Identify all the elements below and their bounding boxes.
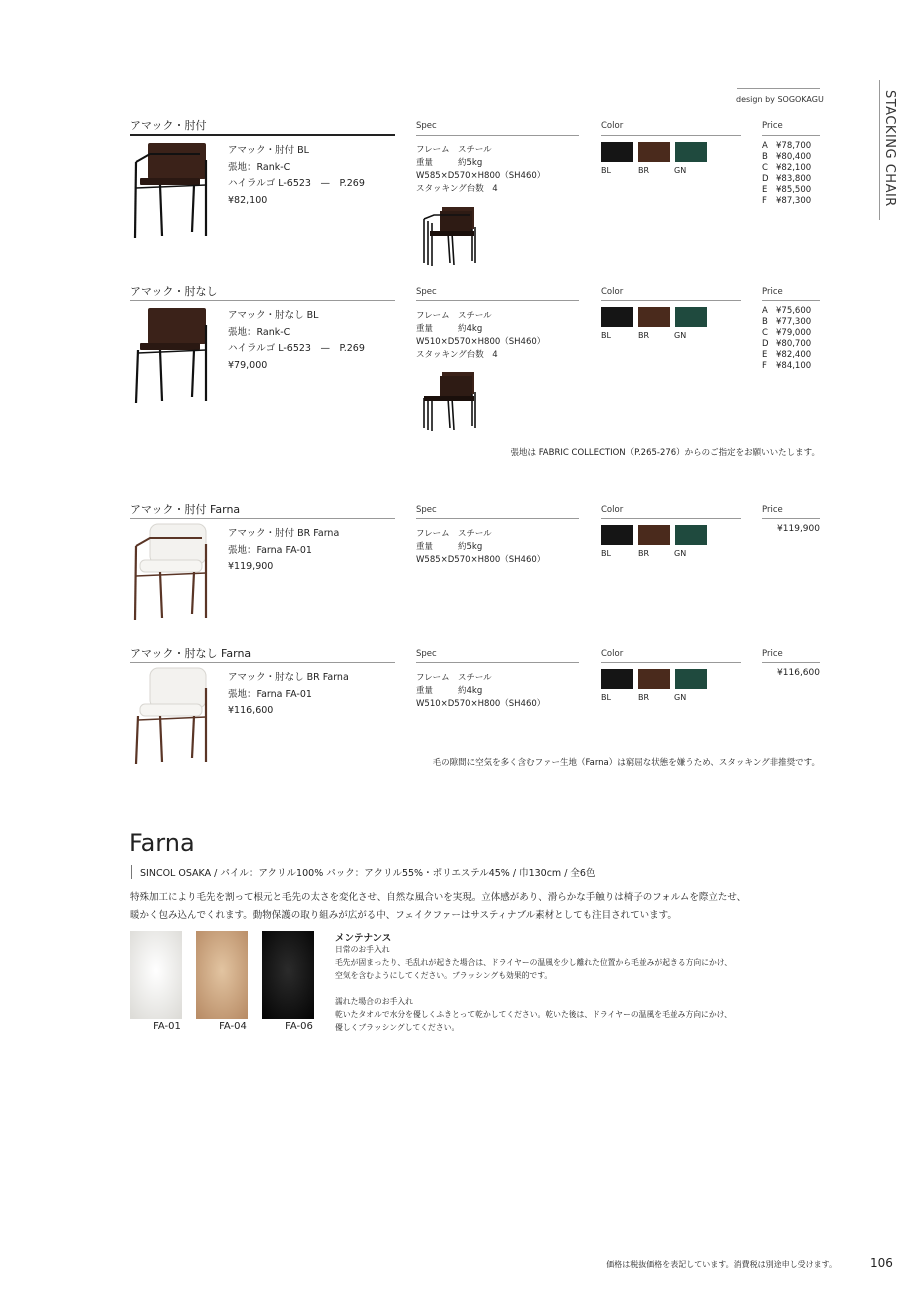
page-number: 106 [870, 1256, 893, 1270]
swatch-label: GN [674, 331, 687, 340]
spec-value: スタッキング台数 4 [416, 184, 498, 194]
swatch-br [638, 669, 670, 689]
spec-value: W585×D570×H800（SH460） [416, 555, 546, 565]
maintenance-spacer [335, 982, 775, 995]
swatch-labels [601, 693, 711, 705]
swatch-gn [675, 307, 707, 327]
spec-heading: Spec [416, 121, 437, 131]
spec-key: 重量 [416, 542, 434, 552]
maintenance-line: 乾いたタオルで水分を優しくふきとって乾かしてください。乾いた後は、ドライヤーの温風を毛並み方向にかけ、 [335, 1010, 732, 1019]
spec-value: W510×D570×H800（SH460） [416, 337, 546, 347]
farna-description-line: 暖かく包み込んでくれます。動物保護の取り組みが広がる中、フェイクファーはサスティナブル素材としても注目されています。 [130, 910, 677, 921]
swatch-gn [675, 142, 707, 162]
product-price: ¥79,000 [228, 359, 268, 371]
section-rule [130, 300, 395, 301]
swatch-gn [675, 525, 707, 545]
stacked-chairs-image [420, 370, 480, 432]
price-table [762, 306, 811, 372]
price-heading: Price [762, 121, 783, 131]
spec-key: 重量 [416, 324, 434, 334]
product-name: アマック・肘付 BR Farna [228, 528, 340, 539]
price-grade: B [762, 317, 768, 327]
spec-value: 約4kg [458, 324, 483, 334]
header-rule [737, 88, 820, 89]
price-value: ¥85,500 [776, 185, 812, 195]
spec-key: 重量 [416, 686, 434, 696]
spec-value: 約5kg [458, 158, 483, 168]
spec-key: フレーム [416, 145, 450, 155]
spec-key: フレーム [416, 311, 450, 321]
product-description [228, 308, 365, 374]
product-price: ¥119,900 [228, 561, 274, 572]
spec-value: スチール [458, 145, 492, 155]
color-swatches [601, 142, 707, 162]
section-rule [130, 134, 395, 136]
fabric-name: 張地：Farna FA-01 [228, 688, 312, 700]
price-value: ¥79,000 [776, 328, 812, 338]
swatch-label: BL [601, 166, 611, 175]
price-value: ¥77,300 [776, 317, 812, 327]
maintenance-title: メンテナンス [335, 933, 392, 944]
spec-value: W510×D570×H800（SH460） [416, 699, 546, 709]
swatch-bl [601, 669, 633, 689]
vertical-rule [879, 80, 880, 220]
spec-rule [416, 518, 579, 519]
price-value: ¥83,800 [776, 174, 812, 184]
fabric-swatch-fa01 [130, 931, 182, 1019]
stacked-chairs-image [420, 205, 480, 267]
product-description [228, 143, 365, 209]
color-swatches [601, 669, 707, 689]
spec-rule [416, 135, 579, 136]
spec-value: スチール [458, 529, 492, 539]
price-value: ¥82,100 [776, 163, 812, 173]
price-rule [762, 518, 820, 519]
spec-key: 重量 [416, 158, 434, 168]
price-grade: E [762, 350, 768, 360]
section-title: アマック・肘なし [130, 285, 218, 298]
price-value: ¥80,700 [776, 339, 812, 349]
price-value: ¥84,100 [776, 361, 812, 371]
fabric-code: FA-06 [285, 1021, 313, 1032]
fabric-ref: ハイラルゴ L-6523 — P.269 [228, 178, 365, 189]
design-credit: design by SOGOKAGU [736, 95, 824, 104]
swatch-label: GN [674, 166, 687, 175]
maintenance-line: 空気を含むようにしてください。ブラッシングも効果的です。 [335, 971, 553, 980]
section-rule [130, 662, 395, 663]
price-rule [762, 135, 820, 136]
price-grade: A [762, 306, 768, 316]
fabric-rank: 張地：Rank-C [228, 326, 291, 338]
swatch-label: GN [674, 693, 687, 702]
spec-list [416, 310, 545, 362]
vertical-section-title: STACKING CHAIR [882, 90, 897, 207]
swatch-label: BR [638, 693, 650, 702]
price-grade: E [762, 185, 768, 195]
price-grade: B [762, 152, 768, 162]
price-value: ¥78,700 [776, 141, 812, 151]
price-grade: D [762, 174, 769, 184]
spec-key: フレーム [416, 673, 450, 683]
swatch-labels [601, 331, 711, 343]
price-value: ¥87,300 [776, 196, 812, 206]
price-grade: C [762, 328, 768, 338]
price-rule [762, 300, 820, 301]
color-rule [601, 135, 741, 136]
chair-armless-farna-image [130, 666, 210, 766]
price-grade: F [762, 361, 767, 371]
spec-value: スチール [458, 311, 492, 321]
maintenance-line: 優しくブラッシングしてください。 [335, 1023, 460, 1032]
swatch-bl [601, 307, 633, 327]
spec-list [416, 144, 545, 196]
price-value: ¥75,600 [776, 306, 812, 316]
spec-value: スタッキング台数 4 [416, 350, 498, 360]
chair-armrest-bl-image [130, 140, 210, 240]
fabric-code: FA-01 [153, 1021, 181, 1032]
tax-note: 価格は税抜価格を表記しています。消費税は別途申し受けます。 [606, 1260, 837, 1269]
price-table [762, 141, 811, 207]
price-heading: Price [762, 287, 783, 297]
section-rule [130, 518, 395, 519]
price-rule [762, 662, 820, 663]
swatch-label: BR [638, 331, 650, 340]
fabric-collection-note: 張地は FABRIC COLLECTION（P.265-276）からのご指定をお願いいたします。 [510, 448, 820, 458]
price-heading: Price [762, 649, 783, 659]
swatch-labels [601, 549, 711, 561]
chair-armrest-farna-image [130, 522, 210, 622]
color-rule [601, 300, 741, 301]
fabric-swatch-fa04 [196, 931, 248, 1019]
price-grade: F [762, 196, 767, 206]
spec-key: フレーム [416, 529, 450, 539]
spec-heading: Spec [416, 287, 437, 297]
product-name: アマック・肘なし BR Farna [228, 672, 349, 683]
swatch-br [638, 142, 670, 162]
product-name: アマック・肘付 BL [228, 145, 309, 156]
color-swatches [601, 307, 707, 327]
color-heading: Color [601, 505, 624, 515]
fabric-swatch-fa06 [262, 931, 314, 1019]
section-title: アマック・肘付 [130, 119, 207, 132]
farna-stacking-note: 毛の隙間に空気を多く含むファー生地（Farna）は窮屈な状態を嫌うため、スタッキング非推奨です。 [432, 758, 820, 768]
swatch-br [638, 525, 670, 545]
swatch-label: BL [601, 331, 611, 340]
swatch-gn [675, 669, 707, 689]
color-rule [601, 662, 741, 663]
color-heading: Color [601, 287, 624, 297]
swatch-label: BL [601, 693, 611, 702]
section-title: アマック・肘なし Farna [130, 647, 252, 660]
price-heading: Price [762, 505, 783, 515]
chair-armless-bl-image [130, 305, 210, 405]
spec-heading: Spec [416, 649, 437, 659]
product-name: アマック・肘なし BL [228, 310, 319, 321]
farna-subtitle: SINCOL OSAKA / パイル：アクリル100% パック：アクリル55%・ポリエステル45% / 巾130cm / 全6色 [131, 865, 595, 879]
swatch-label: GN [674, 549, 687, 558]
color-rule [601, 518, 741, 519]
maintenance-text [335, 943, 775, 1034]
maintenance-line: 毛先が固まったり、毛乱れが起きた場合は、ドライヤーの温風を少し離れた位置から毛並みが起きる方向にかけ、 [335, 958, 733, 967]
fabric-ref: ハイラルゴ L-6523 — P.269 [228, 343, 365, 354]
color-swatches [601, 525, 707, 545]
product-description [228, 670, 349, 720]
farna-description-line: 特殊加工により毛先を割って根元と毛先の太さを変化させ、自然な風合いを実現。立体感があり、滑らかな手触りは椅子のフォルムを際立たせ、 [130, 892, 747, 903]
spec-heading: Spec [416, 505, 437, 515]
swatch-label: BL [601, 549, 611, 558]
spec-rule [416, 662, 579, 663]
maintenance-line: 濡れた場合のお手入れ [335, 997, 413, 1006]
farna-description [130, 889, 780, 925]
swatch-label: BR [638, 166, 650, 175]
farna-title: Farna [129, 829, 195, 857]
swatch-br [638, 307, 670, 327]
spec-value: 約5kg [458, 542, 483, 552]
product-description [228, 526, 339, 576]
price-grade: C [762, 163, 768, 173]
spec-value: 約4kg [458, 686, 483, 696]
product-price: ¥116,600 [228, 705, 274, 716]
spec-list [416, 672, 545, 711]
color-heading: Color [601, 121, 624, 131]
price-value: ¥119,900 [777, 524, 820, 534]
spec-value: スチール [458, 673, 492, 683]
maintenance-line: 日常のお手入れ [335, 945, 390, 954]
price-grade: D [762, 339, 769, 349]
fabric-rank: 張地：Rank-C [228, 161, 291, 173]
product-price: ¥82,100 [228, 194, 268, 206]
spec-list [416, 528, 545, 567]
price-grade: A [762, 141, 768, 151]
section-title: アマック・肘付 Farna [130, 503, 241, 516]
price-value: ¥116,600 [777, 668, 820, 678]
fabric-code: FA-04 [219, 1021, 247, 1032]
price-value: ¥82,400 [776, 350, 812, 360]
swatch-labels [601, 166, 711, 178]
swatch-label: BR [638, 549, 650, 558]
price-value: ¥80,400 [776, 152, 812, 162]
swatch-bl [601, 525, 633, 545]
spec-value: W585×D570×H800（SH460） [416, 171, 546, 181]
spec-rule [416, 300, 579, 301]
swatch-bl [601, 142, 633, 162]
color-heading: Color [601, 649, 624, 659]
fabric-name: 張地：Farna FA-01 [228, 544, 312, 556]
